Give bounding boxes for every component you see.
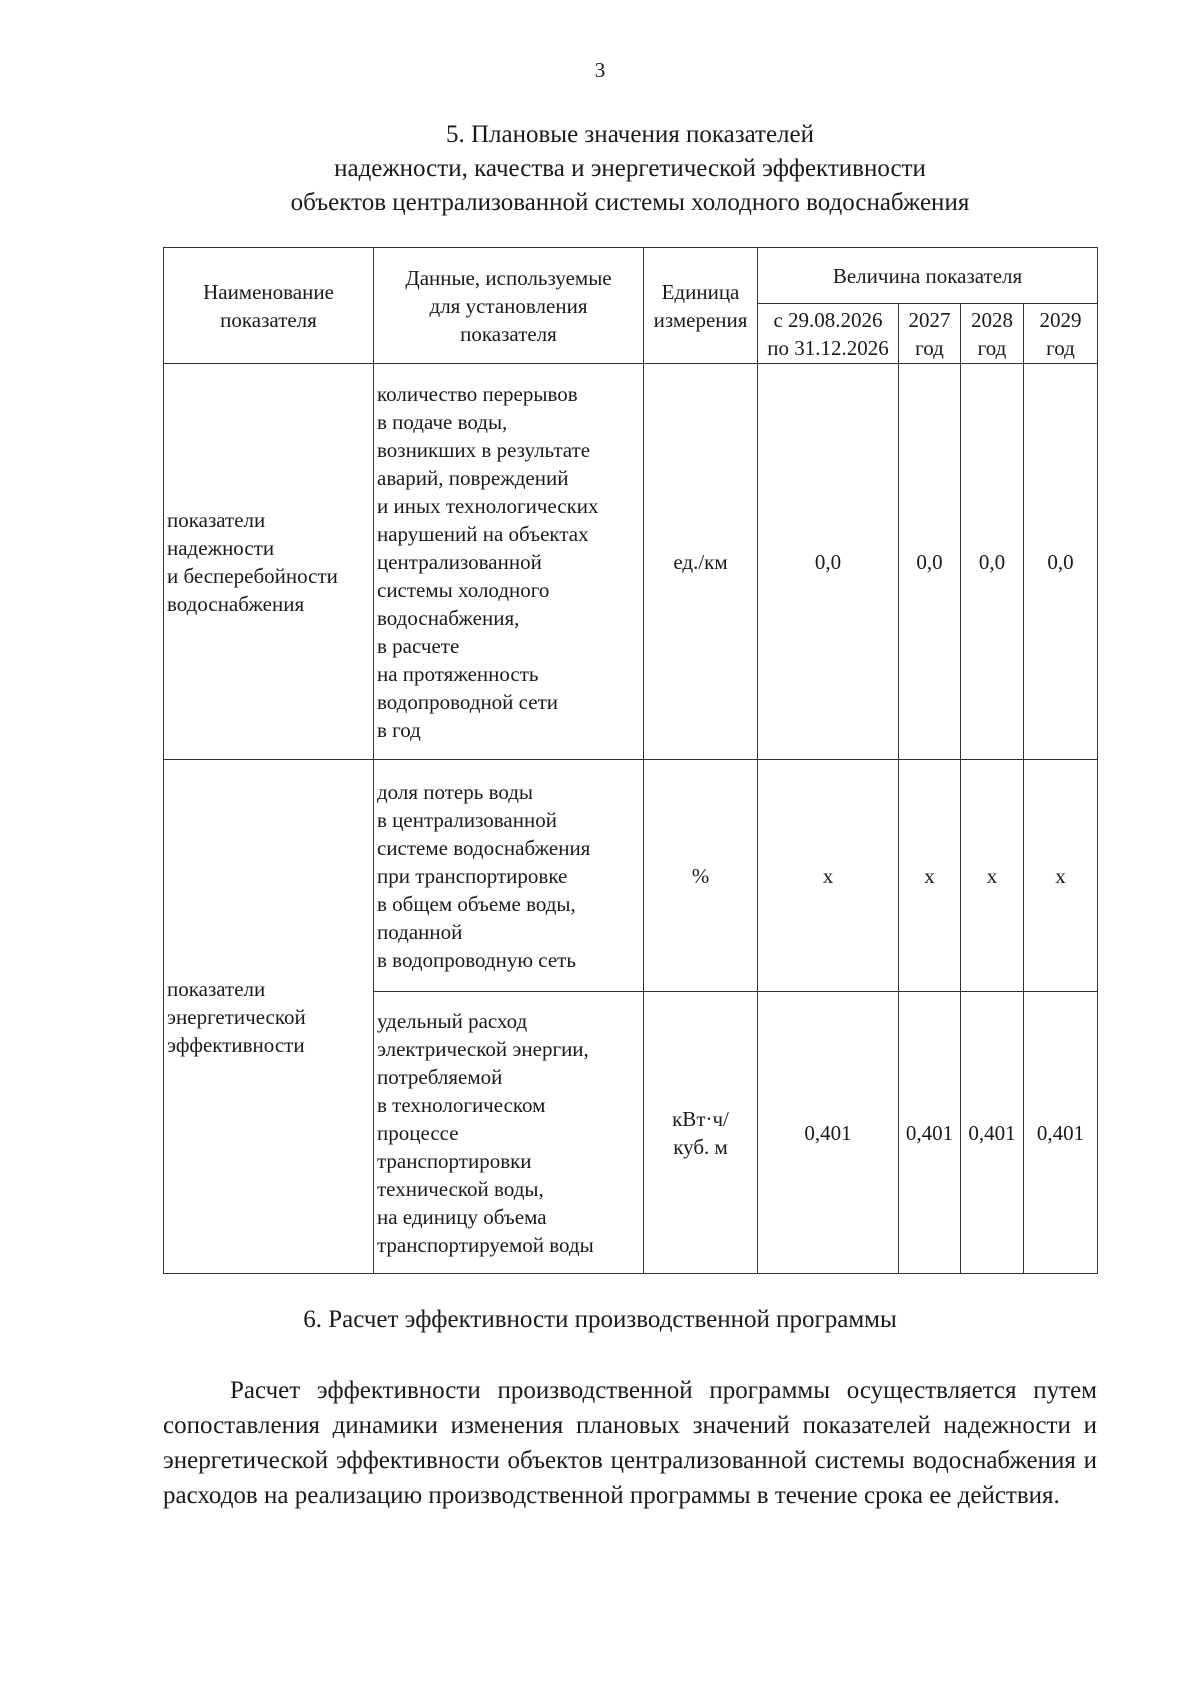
header-period-2026: с 29.08.2026 по 31.12.2026 xyxy=(758,304,899,364)
indicators-table xyxy=(163,247,1098,1274)
indicator-unit: ед./км xyxy=(644,364,758,760)
header-indicator-name: Наименование показателя xyxy=(164,248,374,364)
value-2027: х xyxy=(899,760,961,992)
value-2029: 0,0 xyxy=(1024,364,1098,760)
title-line-2: надежности, качества и энергетической эффективности xyxy=(334,155,926,182)
value-2027: 0,0 xyxy=(899,364,961,760)
header-period-2027: 2027 год xyxy=(899,304,961,364)
value-2026: х xyxy=(758,760,899,992)
section-5-title xyxy=(160,118,1100,220)
header-source-data: Данные, используемые для установления показателя xyxy=(374,248,644,364)
page-number: 3 xyxy=(594,58,606,82)
indicator-source-data: количество перерывов в подаче воды, возникших в результате аварий, повреждений и иных технологических нарушений на объектах централизованной системы холодного водоснабжения, в расчете на протяженность водопроводной сети в год xyxy=(374,364,644,760)
header-value-group: Величина показателя xyxy=(758,248,1098,304)
indicator-name: показатели энергетической эффективности xyxy=(164,760,374,1274)
section-6-title: 6. Расчет эффективности производственной программы xyxy=(303,1306,897,1333)
value-2026: 0,401 xyxy=(758,992,899,1274)
value-2028: 0,401 xyxy=(961,992,1024,1274)
header-period-2028: 2028 год xyxy=(961,304,1024,364)
value-2029: х xyxy=(1024,760,1098,992)
title-line-1: 5. Плановые значения показателей xyxy=(445,121,815,148)
header-period-2029: 2029 год xyxy=(1024,304,1098,364)
indicator-source-data: доля потерь воды в централизованной системе водоснабжения при транспортировке в общем объеме воды, поданной в водопроводную сеть xyxy=(374,760,644,992)
header-unit: Единица измерения xyxy=(644,248,758,364)
indicator-source-data: удельный расход электрической энергии, потребляемой в технологическом процессе транспортировки технической воды, на единицу объема транспортируемой воды xyxy=(374,992,644,1274)
value-2026: 0,0 xyxy=(758,364,899,760)
indicator-name: показатели надежности и бесперебойности водоснабжения xyxy=(164,364,374,760)
table-row xyxy=(164,364,1098,760)
section-6-paragraph: Расчет эффективности производственной программы осуществляется путем сопоставления динамики изменения плановых значений показателей надежности и энергетической эффективности объектов централизованной системы водоснабжения и расходов на реализацию производственной программы в течение срока ее действия. xyxy=(163,1377,1097,1509)
table-row xyxy=(164,760,1098,992)
indicator-unit: кВт·ч/ куб. м xyxy=(644,992,758,1274)
value-2027: 0,401 xyxy=(899,992,961,1274)
value-2029: 0,401 xyxy=(1024,992,1098,1274)
title-line-3: объектов централизованной системы холодного водоснабжения xyxy=(290,189,970,216)
value-2028: х xyxy=(961,760,1024,992)
value-2028: 0,0 xyxy=(961,364,1024,760)
indicator-unit: % xyxy=(644,760,758,992)
